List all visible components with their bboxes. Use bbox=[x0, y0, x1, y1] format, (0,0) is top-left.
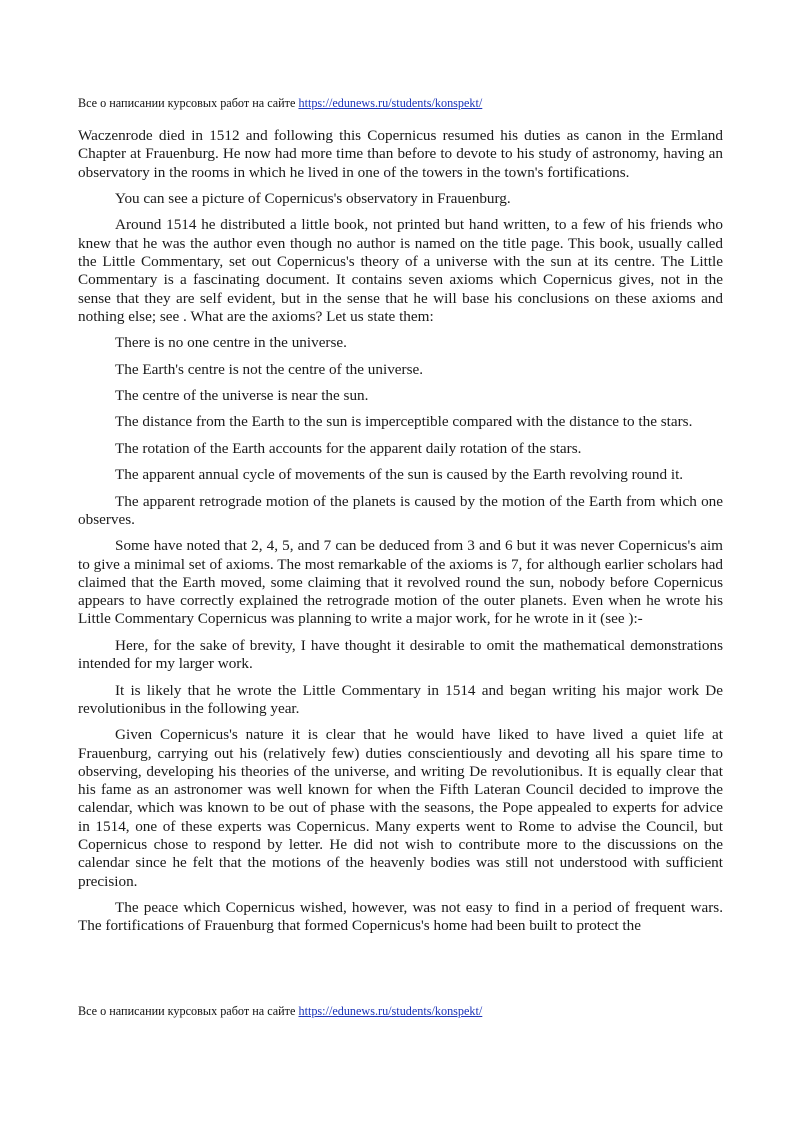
footer-text: Все о написании курсовых работ на сайте bbox=[78, 1004, 299, 1018]
paragraph: It is likely that he wrote the Little Commentary in 1514 and began writing his major work De revolutionibus in the following year. bbox=[78, 681, 723, 717]
axiom-item: The distance from the Earth to the sun is imperceptible compared with the distance to the stars. bbox=[115, 413, 693, 431]
footer-link[interactable]: https://edunews.ru/students/konspekt/ bbox=[298, 1004, 483, 1018]
quotation: Here, for the sake of brevity, I have thought it desirable to omit the mathematical demonstrations intended for my larger work. bbox=[78, 636, 723, 673]
paragraph: Given Copernicus's nature it is clear that he would have liked to have lived a quiet life at Frauenburg, carrying out his (relatively few) duties conscientiously and devoting all his spare time to observing, developing his theories of the universe, and writing De revolutionibus. It is equally clear that his fame as an astronomer was well known for when the Fifth Lateran Council decided to improve the calendar, which was known to be out of phase with the seasons, the Pope appealed to experts for advice in 1514, one of these experts was Copernicus. Many experts went to Rome to advise the Council, but Copernicus chose to respond by letter. He did not wish to contribute more to the discussions on the calendar since he felt that the motions of the heavenly bodies was still not understood with sufficient precision. bbox=[78, 726, 723, 890]
document-body bbox=[78, 127, 723, 1007]
paragraph: The peace which Copernicus wished, however, was not easy to find in a period of frequent wars. The fortifications of Frauenburg that formed Copernicus's home had been built to protect the bbox=[78, 899, 723, 935]
axiom-item: The apparent retrograde motion of the planets is caused by the motion of the Earth from which one observes. bbox=[78, 492, 723, 528]
paragraph: Around 1514 he distributed a little book, not printed but hand written, to a few of his friends who knew that he was the author even though no author is named on the title page. This book, usually called the Little Commentary, set out Copernicus's theory of a universe with the sun at its centre. The Little Commentary is a fascinating document. It contains seven axioms which Copernicus gives, not in the sense that they are self evident, but in the sense that he will base his conclusions on these axioms and nothing else; see . What are the axioms? Let us state them: bbox=[78, 216, 723, 325]
axiom-item: The centre of the universe is near the sun. bbox=[115, 387, 369, 405]
axiom-item: There is no one centre in the universe. bbox=[115, 334, 347, 352]
axiom-item: The Earth's centre is not the centre of the universe. bbox=[115, 360, 424, 378]
page-header bbox=[78, 96, 723, 111]
paragraph: You can see a picture of Copernicus's observatory in Frauenburg. bbox=[115, 189, 511, 207]
paragraph: Waczenrode died in 1512 and following this Copernicus resumed his duties as canon in the Ermland Chapter at Frauenburg. He now had more time than before to devote to his study of astronomy, having an observatory in the rooms in which he lived in one of the towers in the town's fortifications. bbox=[78, 127, 723, 181]
header-link[interactable]: https://edunews.ru/students/konspekt/ bbox=[298, 96, 483, 110]
axiom-item: The apparent annual cycle of movements of the sun is caused by the Earth revolving round it. bbox=[115, 466, 684, 484]
header-text: Все о написании курсовых работ на сайте bbox=[78, 96, 299, 110]
axiom-item: The rotation of the Earth accounts for the apparent daily rotation of the stars. bbox=[115, 439, 582, 457]
paragraph: Some have noted that 2, 4, 5, and 7 can be deduced from 3 and 6 but it was never Copernicus's aim to give a minimal set of axioms. The most remarkable of the axioms is 7, for although earlier scholars had claimed that the Earth moved, some claiming that it revolved round the sun, nobody before Copernicus appears to have correctly explained the retrograde motion of the outer planets. Even when he wrote his Little Commentary Copernicus was planning to write a major work, for he wrote in it (see ):- bbox=[78, 537, 723, 628]
page-footer bbox=[78, 1004, 723, 1019]
